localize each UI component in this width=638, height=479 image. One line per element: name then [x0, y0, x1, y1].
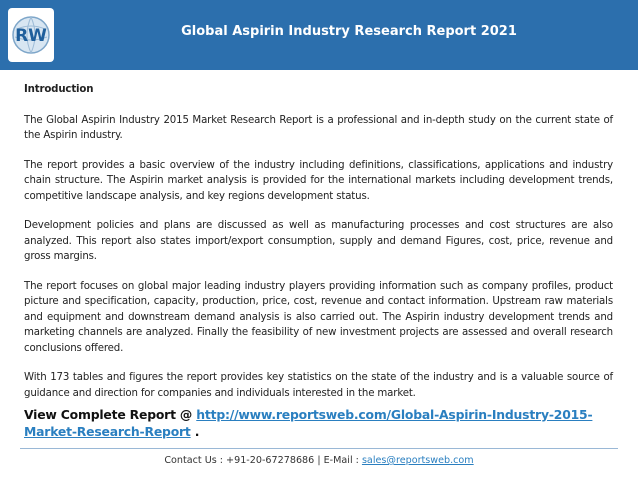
report-link[interactable]: http://www.reportsweb.com/Global-Aspirin-Industry-2015-Market-Research-Report	[24, 407, 593, 439]
cta-suffix: .	[190, 424, 200, 439]
footer-contact	[0, 455, 638, 466]
view-report-callout	[24, 406, 619, 440]
email-link[interactable]: sales@reportsweb.com	[361, 455, 474, 466]
paragraph-5: With 173 tables and figures the report provides key statistics on the state of the industry and is a valuable source of guidance and direction for companies and individuals interested in the market.	[24, 372, 613, 399]
globe-logo-icon	[11, 15, 51, 55]
cta-prefix: View Complete Report @	[24, 407, 197, 422]
section-heading: Introduction	[24, 84, 94, 95]
contact-text: Contact Us : +91-20-67278686 | E-Mail :	[164, 455, 362, 466]
logo-text: RW	[15, 26, 47, 46]
report-body	[24, 82, 613, 415]
reportsweb-logo[interactable]	[8, 8, 54, 62]
paragraph-3: Development policies and plans are discussed as well as manufacturing processes and cost structures are also analyzed. This report also states import/export consumption, supply and demand Figures, cost, price, revenue and gross margins.	[24, 220, 613, 262]
footer-divider	[20, 448, 618, 449]
paragraph-2: The report provides a basic overview of the industry including definitions, classifications, applications and industry chain structure. The Aspirin market analysis is provided for the international markets including development trends, competitive landscape analysis, and key regions development status.	[24, 159, 613, 202]
header-banner	[0, 0, 638, 70]
paragraph-1: The Global Aspirin Industry 2015 Market Research Report is a professional and in-depth study on the current state of the Aspirin industry.	[24, 114, 613, 141]
paragraph-4: The report focuses on global major leading industry players providing information such as company profiles, product picture and specification, capacity, production, price, cost, revenue and contact information. Upstream raw materials and equipment and downstream demand analysis is also carried out. The Aspirin industry development trends and marketing channels are analyzed. Finally the feasibility of new investment projects are assessed and overall research conclusions offered.	[24, 280, 613, 354]
page-title: Global Aspirin Industry Research Report 2021	[181, 24, 517, 39]
